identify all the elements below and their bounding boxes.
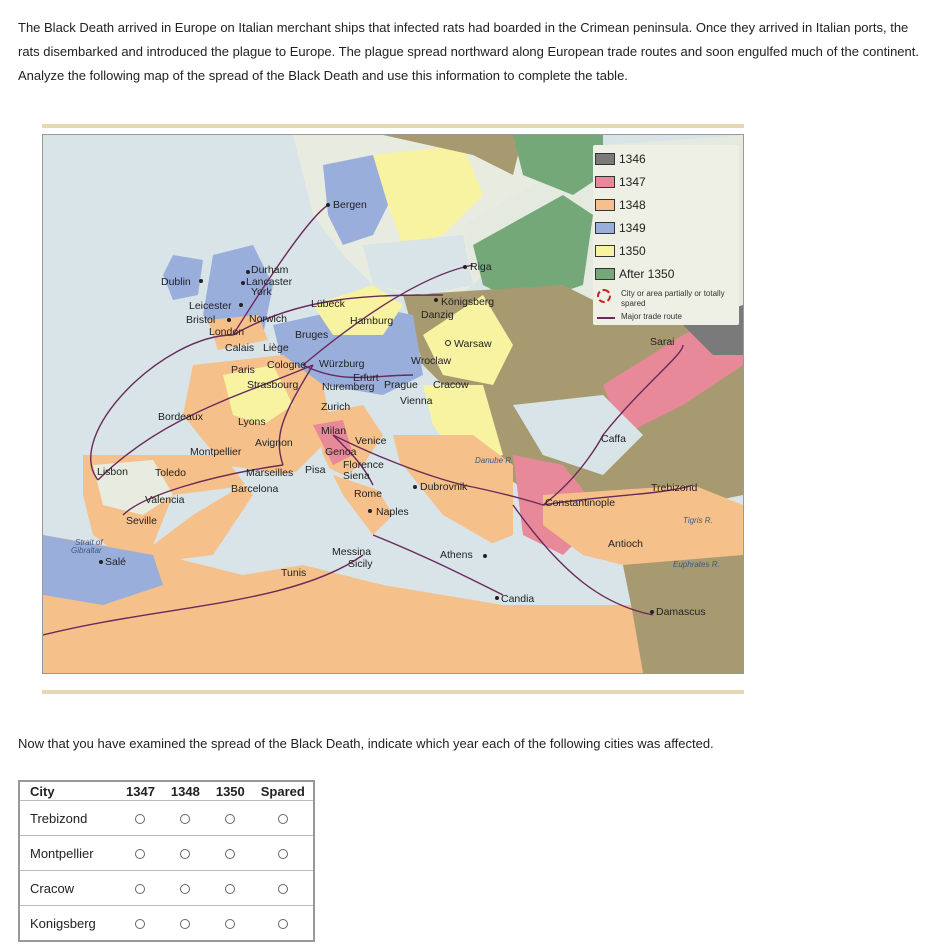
label-gibraltar: Gibraltar: [71, 546, 102, 555]
table-row: [19, 906, 314, 942]
label-strait: Strait of: [75, 538, 103, 547]
city-wurzburg: Würzburg: [319, 358, 365, 370]
map-legend: [593, 145, 739, 325]
city-montpellier: Montpellier: [190, 446, 242, 458]
top-divider: [42, 124, 744, 128]
city-hamburg: Hamburg: [350, 315, 394, 327]
question-text: Now that you have examined the spread of the Black Death, indicate which year each of the following cities was affected.: [18, 736, 714, 751]
city-barcelona: Barcelona: [231, 483, 279, 495]
table-row: [19, 801, 314, 836]
city-trebizond: Trebizond: [651, 482, 698, 494]
legend-swatch-1350: [595, 245, 615, 257]
radio-montpellier-1347[interactable]: [135, 849, 145, 859]
city-durham: Durham: [251, 264, 289, 276]
city-venice: Venice: [355, 435, 387, 447]
city-warsaw: Warsaw: [454, 338, 492, 350]
legend-swatch-1347: [595, 176, 615, 188]
city-wroclaw: Wroclaw: [411, 355, 452, 367]
city-york: York: [251, 286, 272, 298]
label-tigris: Tigris R.: [683, 516, 713, 525]
radio-cracow-1348[interactable]: [180, 884, 190, 894]
radio-cracow-spared[interactable]: [278, 884, 288, 894]
city-strasbourg: Strasbourg: [247, 379, 299, 391]
radio-konigsberg-1348[interactable]: [180, 919, 190, 929]
city-sicily: Sicily: [348, 558, 373, 570]
city-prague: Prague: [384, 379, 418, 391]
radio-montpellier-1350[interactable]: [225, 849, 235, 859]
city-bristol: Bristol: [186, 314, 216, 326]
legend-route-text: Major trade route: [621, 312, 682, 321]
answer-table: [18, 780, 315, 942]
label-euphrates: Euphrates R.: [673, 560, 720, 569]
bottom-divider: [42, 690, 744, 694]
city-calais: Calais: [225, 342, 255, 354]
legend-swatch-1349: [595, 222, 615, 234]
row-city-label: Montpellier: [19, 836, 118, 871]
city-bergen: Bergen: [333, 199, 367, 211]
city-cracow: Cracow: [433, 379, 469, 391]
legend-swatch-1346: [595, 153, 615, 165]
header-city: City: [30, 783, 55, 799]
city-caffa: Caffa: [601, 433, 626, 445]
legend-1347: 1347: [595, 174, 646, 190]
city-konigsberg: Königsberg: [441, 296, 495, 308]
legend-after-1350: After 1350: [595, 266, 674, 282]
city-candia: Candia: [501, 593, 535, 605]
legend-spared-text: City or area partially or totally spared: [621, 289, 725, 308]
city-leicester: Leicester: [189, 300, 232, 312]
city-genoa: Genoa: [325, 446, 357, 458]
legend-1348: 1348: [595, 197, 646, 213]
city-paris: Paris: [231, 364, 255, 376]
row-city-label: Konigsberg: [19, 906, 118, 942]
legend-1350: 1350: [595, 243, 646, 259]
city-damascus: Damascus: [656, 606, 706, 618]
city-constantinople: Constantinople: [545, 497, 616, 509]
city-tunis: Tunis: [281, 567, 307, 579]
city-lisbon: Lisbon: [97, 466, 128, 478]
city-pisa: Pisa: [305, 464, 326, 476]
radio-cracow-1350[interactable]: [225, 884, 235, 894]
label-danube: Danube R.: [475, 456, 514, 465]
radio-trebizond-1347[interactable]: [135, 814, 145, 824]
city-danzig: Danzig: [421, 309, 454, 321]
city-london: London: [209, 326, 245, 338]
city-messina: Messina: [332, 546, 372, 558]
city-dublin: Dublin: [161, 276, 191, 288]
city-zurich: Zurich: [321, 401, 351, 413]
table-row: [19, 836, 314, 871]
city-florence: Florence: [343, 459, 384, 471]
city-norwich: Norwich: [249, 313, 287, 325]
radio-cracow-1347[interactable]: [135, 884, 145, 894]
city-naples: Naples: [376, 506, 409, 518]
radio-konigsberg-1347[interactable]: [135, 919, 145, 929]
city-toledo: Toledo: [155, 467, 186, 479]
header-spared: Spared: [260, 783, 305, 799]
city-erfurt: Erfurt: [353, 372, 379, 384]
legend-swatch-1348: [595, 199, 615, 211]
city-vienna: Vienna: [400, 395, 433, 407]
radio-trebizond-1348[interactable]: [180, 814, 190, 824]
city-athens: Athens: [440, 549, 473, 561]
city-bruges: Bruges: [295, 329, 329, 341]
city-nuremberg: Nuremberg: [322, 381, 375, 393]
header-1350: 1350: [215, 783, 245, 799]
route-line-icon: [597, 317, 615, 319]
row-city-label: Trebizond: [19, 801, 118, 836]
spared-icon: [597, 289, 611, 303]
city-lancaster: Lancaster: [246, 276, 293, 288]
city-sale: Salé: [105, 556, 127, 568]
city-bordeaux: Bordeaux: [158, 411, 203, 423]
header-1348: 1348: [170, 783, 200, 799]
city-lubeck: Lübeck: [311, 298, 345, 310]
city-antioch: Antioch: [608, 538, 644, 550]
city-rome: Rome: [354, 488, 383, 500]
city-marseilles: Marseilles: [246, 467, 294, 479]
city-siena: Siena: [343, 470, 370, 482]
table-row: [19, 871, 314, 906]
city-sarai: Sarai: [650, 336, 675, 348]
city-liege: Liège: [263, 342, 289, 354]
city-riga: Riga: [470, 261, 492, 273]
city-dubrovnik: Dubrovnik: [420, 481, 468, 493]
city-avignon: Avignon: [255, 437, 293, 449]
city-lyons: Lyons: [238, 416, 266, 428]
radio-trebizond-spared[interactable]: [278, 814, 288, 824]
header-1347: 1347: [126, 783, 155, 799]
legend-1346: 1346: [595, 151, 646, 167]
legend-1349: 1349: [595, 220, 646, 236]
radio-trebizond-1350[interactable]: [225, 814, 235, 824]
black-death-map: [42, 134, 744, 674]
intro-text: The Black Death arrived in Europe on Italian merchant ships that infected rats had boarded in the Crimean peninsula. Once they arrived in Italian ports, the rats disembarked and introduced the plague to Europe. The plague spread northward along European trade routes and soon engulfed much of the continent. Analyze the following map of the spread of the Black Death and use this information to complete the table.: [18, 20, 919, 83]
row-city-label: Cracow: [19, 871, 118, 906]
city-valencia: Valencia: [145, 494, 185, 506]
radio-konigsberg-1350[interactable]: [225, 919, 235, 929]
radio-montpellier-1348[interactable]: [180, 849, 190, 859]
radio-montpellier-spared[interactable]: [278, 849, 288, 859]
city-milan: Milan: [321, 425, 347, 437]
city-seville: Seville: [126, 515, 157, 527]
radio-konigsberg-spared[interactable]: [278, 919, 288, 929]
legend-swatch-after-1350: [595, 268, 615, 280]
city-cologne: Cologne: [267, 359, 307, 371]
table-header-row: [19, 781, 314, 801]
